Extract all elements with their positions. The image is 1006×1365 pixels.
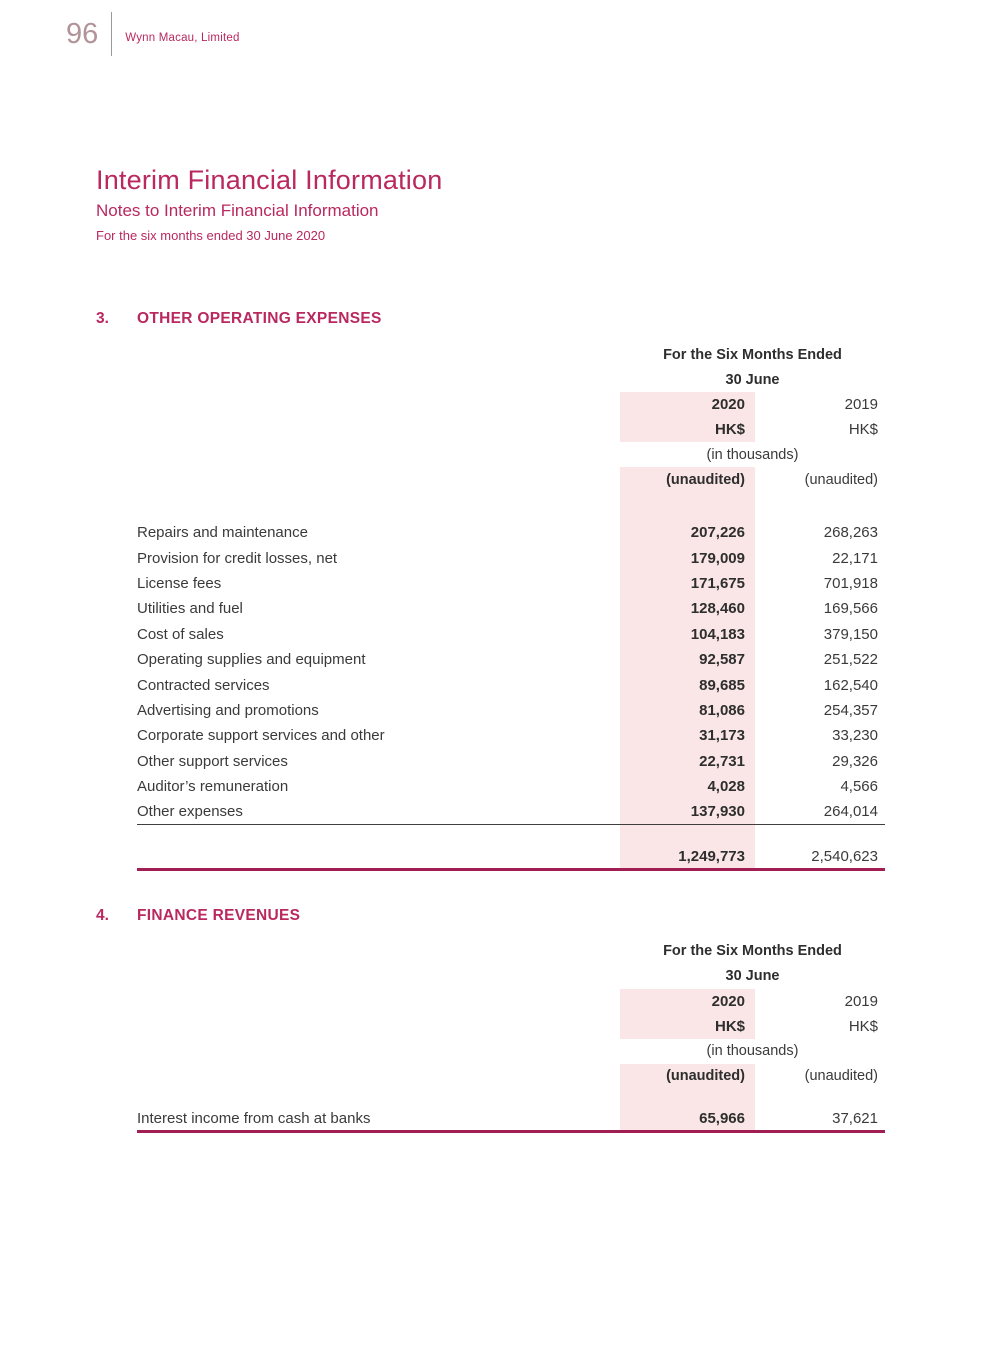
finance-revenues-table: [137, 939, 885, 1133]
table-row: [137, 672, 885, 697]
main-title: Interim Financial Information: [96, 165, 443, 195]
row-label: Operating supplies and equipment: [137, 651, 366, 669]
spacer-cell: [137, 1039, 620, 1064]
section-other-operating-expenses: [96, 310, 886, 871]
row-value-2020: 137,930: [620, 799, 755, 823]
unaudited-2020: (unaudited): [620, 1064, 755, 1089]
row-label: Utilities and fuel: [137, 600, 243, 618]
row-value-2019: 268,263: [823, 524, 878, 542]
table-header-row: [137, 367, 885, 392]
row-label: Corporate support services and other: [137, 727, 385, 745]
spacer-cell: [137, 417, 620, 442]
row-value-2020: 128,460: [620, 596, 755, 621]
row-value-2019: 37,621: [832, 1109, 878, 1127]
spacer-cell: [137, 492, 620, 520]
table-row: [137, 545, 885, 570]
row-value-2020: 89,685: [620, 672, 755, 697]
table-row: [137, 1107, 885, 1133]
period-header-line1: For the Six Months Ended: [663, 346, 842, 363]
col-header-2020: 2020: [620, 392, 755, 417]
table-header-row: [137, 467, 885, 492]
currency-2019: HK$: [848, 1017, 878, 1035]
currency-2019: HK$: [848, 421, 878, 438]
section-number: 3.: [96, 310, 109, 327]
row-value-2019: 4,566: [840, 778, 878, 796]
spacer-cell: [755, 825, 885, 845]
running-header: [66, 12, 240, 56]
row-label: Auditor’s remuneration: [137, 778, 289, 796]
section-heading: [96, 907, 886, 925]
table-header-row: [137, 989, 885, 1014]
row-label: Repairs and maintenance: [137, 524, 308, 542]
spacer-cell: [755, 492, 885, 520]
spacer-cell: [755, 1089, 885, 1107]
row-value-2019: 701,918: [823, 574, 878, 592]
company-name: Wynn Macau, Limited: [125, 32, 240, 44]
spacer-cell: [620, 825, 755, 845]
period-line: For the six months ended 30 June 2020: [96, 228, 326, 243]
table-header-row: [137, 342, 885, 367]
row-value-2019: 33,230: [832, 727, 878, 745]
table-header-row: [137, 1039, 885, 1064]
spacer-cell: [137, 845, 620, 868]
spacer-cell: [137, 442, 620, 467]
col-header-2020: 2020: [620, 989, 755, 1014]
row-value-2020: 81,086: [620, 698, 755, 723]
spacer-row: [137, 492, 885, 520]
table-row: [137, 571, 885, 596]
table-header-row: [137, 442, 885, 467]
period-header-line1: For the Six Months Ended: [663, 943, 842, 960]
spacer-cell: [137, 467, 620, 492]
col-header-2019: 2019: [844, 396, 878, 413]
header-divider: [111, 12, 112, 56]
row-value-2019: 264,014: [823, 802, 878, 820]
row-value-2020: 179,009: [620, 545, 755, 570]
spacer-cell: [137, 1014, 620, 1039]
total-row: [137, 845, 885, 871]
spacer-cell: [137, 939, 620, 964]
row-value-2019: 169,566: [823, 600, 878, 618]
row-value-2019: 29,326: [832, 752, 878, 770]
row-value-2020: 207,226: [620, 520, 755, 545]
expenses-table: [137, 342, 885, 871]
table-row: [137, 774, 885, 799]
spacer-cell: [137, 989, 620, 1014]
row-value-2019: 251,522: [823, 651, 878, 669]
row-value-2020: 171,675: [620, 571, 755, 596]
row-label: Other support services: [137, 752, 288, 770]
row-label: Contracted services: [137, 676, 270, 694]
spacer-cell: [137, 367, 620, 392]
spacer-cell: [137, 1064, 620, 1089]
section-number: 4.: [96, 906, 109, 924]
spacer-cell: [137, 392, 620, 417]
row-label: Other expenses: [137, 802, 243, 820]
table-row: [137, 799, 885, 824]
in-thousands-note: (in thousands): [706, 1043, 799, 1060]
row-label: License fees: [137, 574, 222, 592]
period-header-line2: 30 June: [725, 371, 780, 388]
row-label: Advertising and promotions: [137, 701, 319, 719]
table-row: [137, 596, 885, 621]
in-thousands-note: (in thousands): [706, 446, 799, 463]
row-value-2019: 379,150: [823, 625, 878, 643]
row-value-2019: 162,540: [823, 676, 878, 694]
spacer-cell: [620, 492, 755, 520]
total-2019: 2,540,623: [811, 847, 878, 865]
table-row: [137, 647, 885, 672]
period-header-line2: 30 June: [725, 968, 780, 985]
col-header-2019: 2019: [844, 992, 878, 1010]
table-row: [137, 723, 885, 748]
currency-2020: HK$: [620, 1014, 755, 1039]
row-value-2020: 104,183: [620, 622, 755, 647]
unaudited-2019: (unaudited): [804, 1068, 878, 1085]
row-value-2020: 65,966: [620, 1107, 755, 1130]
table-header-row: [137, 392, 885, 417]
section-heading: [96, 310, 886, 328]
row-label: Cost of sales: [137, 625, 224, 643]
table-row: [137, 622, 885, 647]
section-finance-revenues: [96, 907, 886, 1133]
spacer-cell: [137, 1089, 620, 1107]
table-header-row: [137, 1064, 885, 1089]
spacer-cell: [137, 342, 620, 367]
row-value-2020: 31,173: [620, 723, 755, 748]
table-row: [137, 749, 885, 774]
row-value-2019: 22,171: [832, 549, 878, 567]
row-value-2020: 4,028: [620, 774, 755, 799]
table-header-row: [137, 1014, 885, 1039]
section-title: FINANCE REVENUES: [137, 906, 301, 924]
row-value-2020: 22,731: [620, 749, 755, 774]
table-header-row: [137, 939, 885, 964]
row-label: Provision for credit losses, net: [137, 549, 338, 567]
table-row: [137, 698, 885, 723]
page-content: [96, 165, 886, 1133]
spacer-cell: [137, 964, 620, 989]
row-label: Interest income from cash at banks: [137, 1109, 371, 1127]
spacer-row: [137, 1089, 885, 1107]
spacer-cell: [137, 825, 620, 845]
spacer-row: [137, 825, 885, 845]
page-number: 96: [66, 18, 99, 50]
unaudited-2019: (unaudited): [804, 471, 878, 488]
spacer-cell: [620, 1089, 755, 1107]
row-value-2020: 92,587: [620, 647, 755, 672]
total-2020: 1,249,773: [620, 845, 755, 868]
table-row: [137, 520, 885, 545]
currency-2020: HK$: [620, 417, 755, 442]
subtitle: Notes to Interim Financial Information: [96, 201, 379, 220]
table-header-row: [137, 964, 885, 989]
table-header-row: [137, 417, 885, 442]
section-title: OTHER OPERATING EXPENSES: [137, 310, 382, 327]
row-value-2019: 254,357: [823, 701, 878, 719]
unaudited-2020: (unaudited): [620, 467, 755, 492]
